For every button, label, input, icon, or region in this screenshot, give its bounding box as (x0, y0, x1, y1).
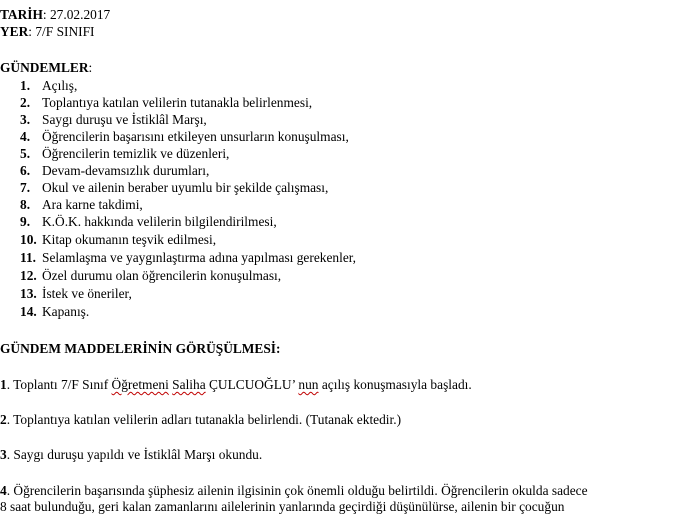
agenda-item: 8. Ara karne takdimi, (20, 197, 143, 212)
agenda-heading: GÜNDEMLER: (0, 60, 93, 75)
date-line: TARİH: 27.02.2017 (0, 7, 111, 22)
date-label: TARİH (0, 7, 43, 22)
agenda-item: 3. Saygı duruşu ve İstiklâl Marşı, (20, 112, 207, 127)
agenda-item: 9. K.Ö.K. hakkında velilerin bilgilendirilmesi, (20, 214, 277, 229)
agenda-item: 13. İstek ve öneriler, (20, 286, 132, 301)
agenda-item: 11. Selamlaşma ve yaygınlaştırma adına yapılması gerekenler, (20, 250, 357, 265)
discussion-paragraph-4-line-2: 8 saat bulunduğu, geri kalan zamanlarını ailelerinin yanlarında geçirdiği düşünülürse, ailenin bir çocuğun (0, 499, 565, 514)
agenda-item: 14. Kapanış. (20, 304, 90, 319)
agenda-item: 4. Öğrencilerin başarısını etkileyen unsurların konuşulması, (20, 129, 349, 144)
discussion-paragraph-4: 4. Öğrencilerin başarısında şüphesiz ailenin ilgisinin çok önemli olduğu belirtildi. Öğrencilerin okulda sadece (0, 483, 588, 498)
agenda-item: 7. Okul ve ailenin beraber uyumlu bir şekilde çalışması, (20, 180, 329, 195)
agenda-item: 10. Kitap okumanın teşvik edilmesi, (20, 232, 217, 247)
discussion-paragraph-3: 3. Saygı duruşu yapıldı ve İstiklâl Marşı okundu. (0, 447, 263, 462)
place-line: YER: 7/F SINIFI (0, 24, 95, 39)
discussion-title: GÜNDEM MADDELERİNİN GÖRÜŞÜLMESİ: (0, 341, 281, 356)
discussion-paragraph-1: 1. Toplantı 7/F Sınıf Öğretmeni Saliha ÇULCUOĞLU’ nun açılış konuşmasıyla başladı. (0, 377, 472, 392)
place-value: 7/F SINIFI (35, 24, 95, 39)
place-label: YER (0, 24, 29, 39)
discussion-paragraph-2: 2. Toplantıya katılan velilerin adları tutanakla belirlendi. (Tutanak ektedir.) (0, 412, 402, 427)
agenda-item: 2. Toplantıya katılan velilerin tutanakla belirlenmesi, (20, 95, 313, 110)
agenda-title: GÜNDEMLER (0, 60, 89, 75)
agenda-item: 6. Devam-devamsızlık durumları, (20, 163, 210, 178)
agenda-item: 5. Öğrencilerin temizlik ve düzenleri, (20, 146, 230, 161)
agenda-item: 12. Özel durumu olan öğrencilerin konuşulması, (20, 268, 282, 283)
date-value: 27.02.2017 (49, 7, 111, 22)
agenda-item: 1. Açılış, (20, 78, 78, 93)
